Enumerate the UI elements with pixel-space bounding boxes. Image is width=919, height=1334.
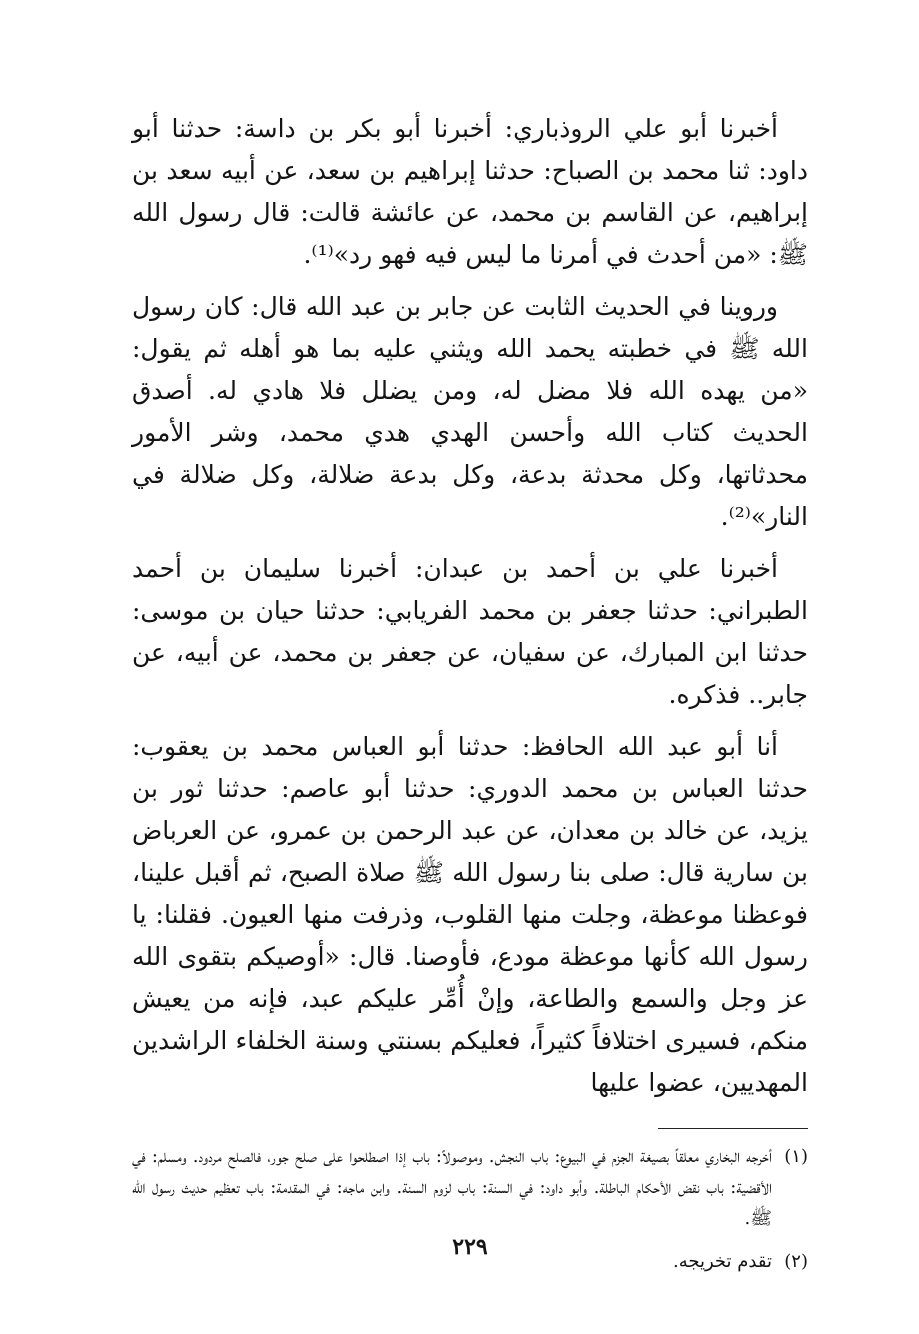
paragraph-1: أخبرنا أبو علي الروذباري: أخبرنا أبو بكر بن داسة: حدثنا أبو داود: ثنا محمد بن الصباح: حدثنا إبراهيم بن سعد، عن أبيه سعد بن إبراهيم، عن القاسم بن محمد، عن عائشة قالت: قال رسول الله ﷺ: «من أحدث في أمرنا ما ليس فيه فهو رد»⁽¹⁾.: [132, 114, 808, 269]
paragraph-2: وروينا في الحديث الثابت عن جابر بن عبد الله قال: كان رسول الله ﷺ في خطبته يحمد الله ويثني عليه بما هو أهله ثم يقول: «من يهده الله فلا مضل له، ومن يضلل فلا هادي له. أصدق الحديث كتاب الله وأحسن الهدي هدي محمد، وشر الأمور محدثاتها، وكل محدثة بدعة، وكل بدعة ضلالة، وكل ضلالة في النار»⁽²⁾.: [132, 292, 808, 531]
paragraph-4: أنا أبو عبد الله الحافظ: حدثنا أبو العباس محمد بن يعقوب: حدثنا العباس بن محمد الدوري: حدثنا أبو عاصم: حدثنا ثور بن يزيد، عن خالد بن معدان، عن عبد الرحمن بن عمرو، عن العرباض بن سارية قال: صلى بنا رسول الله ﷺ صلاة الصبح، ثم أقبل علينا، فوعظنا موعظة، وجلت منها القلوب، وذرفت منها العيون. فقلنا: يا رسول الله كأنها موعظة مودع، فأوصنا. قال: «أوصيكم بتقوى الله عز وجل والسمع والطاعة، وإنْ أُمِّر عليكم عبد، فإنه من يعيش منكم، فسيرى اختلافاً كثيراً، فعليكم بسنتي وسنة الخلفاء الراشدين المهديين، عضوا عليها: [132, 732, 808, 1097]
footnote-2-number: (٢): [784, 1251, 808, 1272]
page-number: ٢٢٩: [452, 1234, 488, 1260]
paragraph-3: أخبرنا علي بن أحمد بن عبدان: أخبرنا سليمان بن أحمد الطبراني: حدثنا جعفر بن محمد الفريابي: حدثنا حيان بن موسى: حدثنا ابن المبارك، عن سفيان، عن جعفر بن محمد، عن أبيه، عن جابر.. فذكره.: [132, 554, 808, 709]
footnote-divider: [658, 1128, 808, 1129]
book-page: [132, 108, 808, 1308]
footnote-1-number: (١): [784, 1146, 808, 1167]
footnote-2-text: تقدم تخريجه.: [673, 1251, 772, 1272]
main-text: [132, 108, 808, 1104]
footnote-1-text: أخرجه البخاري معلقاً بصيغة الجزم في البيوع: باب النجش. وموصولاً: باب إذا اصطلحوا على صلح جور، فالصلح مردود. ومسلم: في الأقضية: باب نقض الأحكام الباطلة. وأبو داود: في السنة: باب لزوم السنة. وابن ماجه: في المقدمة: باب تعظيم حديث رسول الله ﷺ.: [132, 1146, 772, 1229]
footnote-1: [132, 1141, 808, 1234]
